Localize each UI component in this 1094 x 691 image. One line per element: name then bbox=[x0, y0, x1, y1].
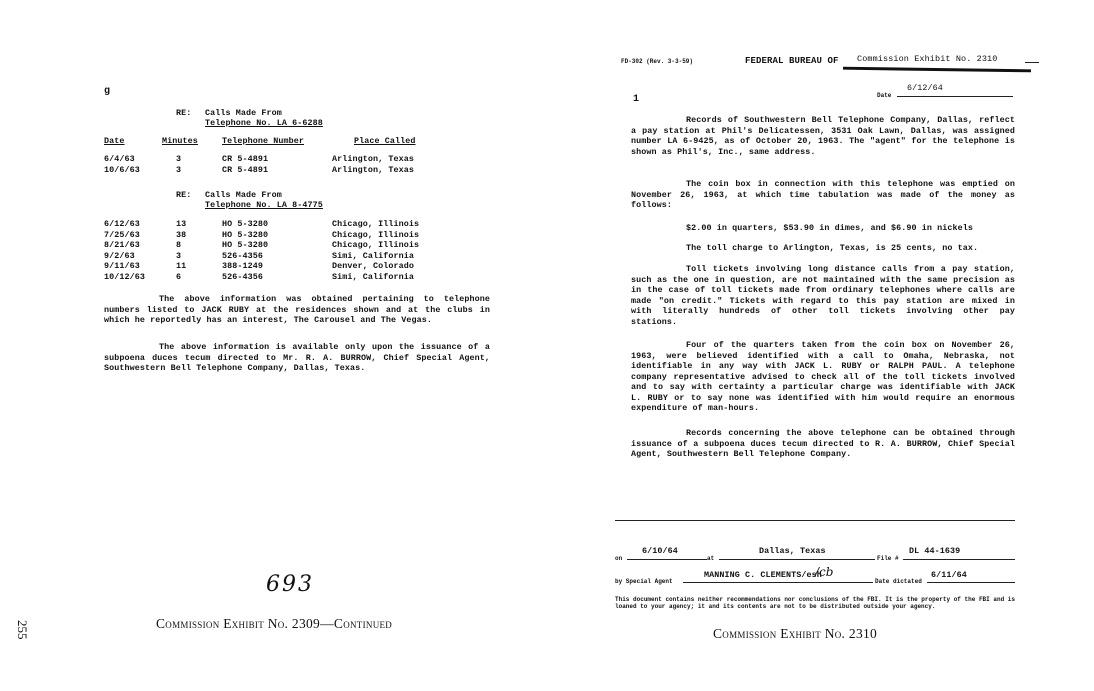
re-label-2: RE: bbox=[176, 190, 192, 200]
dictated-underline bbox=[927, 582, 1015, 583]
file-value: DL 44-1639 bbox=[909, 546, 961, 556]
date-value: 6/12/64 bbox=[907, 83, 943, 93]
header-rule bbox=[843, 67, 1031, 73]
at-underline bbox=[719, 559, 875, 560]
row-phone: HO 5-3280 bbox=[222, 229, 269, 240]
row-phone: HO 5-3280 bbox=[222, 219, 269, 229]
row-minutes: 8 bbox=[176, 240, 182, 250]
row-place: Simi, California bbox=[332, 271, 415, 282]
table-row bbox=[104, 219, 419, 230]
row-place: Simi, California bbox=[332, 250, 415, 261]
row-date: 9/2/63 bbox=[104, 250, 135, 261]
row-phone: 526-4356 bbox=[222, 250, 264, 261]
row-place: Arlington, Texas bbox=[332, 164, 415, 175]
file-underline bbox=[903, 559, 1015, 560]
paragraph-toll-charge: The toll charge to Arlington, Texas, is 25 cents, no tax. bbox=[686, 243, 979, 253]
row-place: Arlington, Texas bbox=[332, 154, 415, 164]
header-dash bbox=[1025, 62, 1039, 63]
page-letter: g bbox=[104, 86, 111, 97]
row-date: 10/6/63 bbox=[104, 164, 140, 175]
agent-initials: /cb bbox=[815, 565, 834, 579]
row-date: 7/25/63 bbox=[104, 229, 140, 240]
row-date: 6/12/63 bbox=[104, 219, 140, 229]
exhibit-caption-2309: Commission Exhibit No. 2309—Continued bbox=[156, 616, 393, 631]
row-place: Chicago, Illinois bbox=[332, 240, 420, 250]
date-underline bbox=[897, 96, 1013, 97]
at-value: Dallas, Texas bbox=[759, 546, 826, 556]
table-row bbox=[104, 165, 414, 176]
paragraph-money: $2.00 in quarters, $53.90 in dimes, and $6.90 in nickels bbox=[686, 223, 974, 233]
handwritten-page-number: 693 bbox=[266, 572, 314, 597]
date-label: Date bbox=[877, 92, 892, 99]
table-row bbox=[104, 272, 419, 283]
calls-table-2 bbox=[104, 219, 419, 282]
row-minutes: 13 bbox=[176, 219, 187, 229]
row-minutes: 6 bbox=[176, 271, 182, 282]
re-line2-2: Telephone No. LA 8-4775 bbox=[205, 200, 323, 210]
row-date: 9/11/63 bbox=[104, 261, 140, 271]
row-place: Denver, Colorado bbox=[332, 261, 415, 271]
row-place: Chicago, Illinois bbox=[332, 219, 420, 229]
page-number: 1 bbox=[633, 94, 640, 105]
by-label: by Special Agent bbox=[615, 578, 673, 585]
row-minutes: 3 bbox=[176, 250, 182, 261]
row-phone: 526-4356 bbox=[222, 271, 264, 282]
table-row bbox=[104, 261, 419, 272]
dictated-value: 6/11/64 bbox=[931, 570, 967, 580]
row-minutes: 11 bbox=[176, 261, 187, 271]
table-row bbox=[104, 154, 414, 165]
paragraph-coin-box: The coin box in connection with this telephone was emptied on November 26, 1963, at which time tabulation was made of the money as follows: bbox=[631, 179, 1015, 210]
on-label: on bbox=[615, 555, 623, 562]
dictated-label: Date dictated bbox=[875, 578, 922, 585]
row-minutes: 3 bbox=[176, 154, 182, 164]
re-line1-2: Calls Made From bbox=[205, 190, 282, 200]
on-value: 6/10/64 bbox=[642, 546, 678, 556]
by-underline bbox=[683, 582, 873, 583]
right-page bbox=[547, 0, 1094, 691]
table-row bbox=[104, 251, 419, 262]
paragraph-records: Records of Southwestern Bell Telephone Company, Dallas, reflect a pay station at Phil's Delicatessen, 3531 Oak Lawn, Dallas, was assigned number LA 6-9425, as of October 20, 1963. The "agent" for the telephone is shown as Phil's, Inc., same address. bbox=[631, 115, 1015, 157]
margin-page-number: 255 bbox=[15, 620, 30, 640]
at-label: at bbox=[707, 555, 715, 562]
row-date: 6/4/63 bbox=[104, 154, 135, 164]
exhibit-caption-2310: Commission Exhibit No. 2310 bbox=[713, 626, 878, 641]
paragraph-obtained: The above information was obtained pertaining to telephone numbers listed to JACK RUBY at the residences shown and at the clubs in which he reportedly has an interest, The Carousel and The Vegas. bbox=[104, 294, 490, 325]
row-place: Chicago, Illinois bbox=[332, 229, 420, 240]
row-phone: 388-1249 bbox=[222, 261, 264, 271]
re-label-1: RE: bbox=[176, 108, 192, 118]
row-date: 10/12/63 bbox=[104, 271, 146, 282]
on-underline bbox=[627, 559, 707, 560]
table-row bbox=[104, 240, 419, 251]
exhibit-stamp: Commission Exhibit No. 2310 bbox=[857, 54, 998, 64]
paragraph-toll-tickets: Toll tickets involving long distance calls from a pay station, such as the one in question, are not maintained with the same precision as in the case of toll tickets made from ordinary telephones where calls are made "on credit." Tickets with regard to this pay station are mixed in with literally hundreds of other toll tickets involving other pay stations. bbox=[631, 264, 1015, 327]
paragraph-available: The above information is available only upon the issuance of a subpoena duces tecum directed to Mr. R. A. BURROW, Chief Special Agent, Southwestern Bell Telephone Company, Dallas, Texas. bbox=[104, 342, 490, 373]
re-line1-1: Calls Made From bbox=[205, 108, 282, 118]
row-date: 8/21/63 bbox=[104, 240, 140, 250]
row-phone: CR 5-4891 bbox=[222, 164, 269, 175]
by-value: MANNING C. CLEMENTS/esh bbox=[704, 570, 822, 580]
col-header-phone: Telephone Number bbox=[222, 136, 305, 146]
row-minutes: 3 bbox=[176, 164, 182, 175]
col-header-date: Date bbox=[104, 136, 125, 146]
footer-rule bbox=[615, 520, 1015, 521]
row-phone: HO 5-3280 bbox=[222, 240, 269, 250]
re-line2-1: Telephone No. LA 6-6288 bbox=[205, 118, 323, 128]
paragraph-quarters: Four of the quarters taken from the coin box on November 26, 1963, were believed identified with a call to Omaha, Nebraska, not identifiable in any way with JACK L. RUBY or RALPH PAUL. A telephone company representative advised to check all of the toll tickets involved and to say with certainty a particular charge was identifiable with JACK L. RUBY or to say none was identified with him would require an enormous expenditure of man-hours. bbox=[631, 340, 1015, 413]
col-header-place: Place Called bbox=[354, 136, 416, 146]
form-code: FD-302 (Rev. 3-3-59) bbox=[621, 58, 694, 65]
row-minutes: 38 bbox=[176, 229, 187, 240]
table-row bbox=[104, 230, 419, 241]
paragraph-subpoena: Records concerning the above telephone can be obtained through issuance of a subpoena duces tecum directed to R. A. BURROW, Chief Special Agent, Southwestern Bell Telephone Company. bbox=[631, 428, 1015, 459]
row-phone: CR 5-4891 bbox=[222, 154, 269, 164]
fbi-header: FEDERAL BUREAU OF bbox=[745, 56, 839, 66]
calls-table-1 bbox=[104, 154, 414, 175]
file-label: File # bbox=[877, 555, 899, 562]
col-header-minutes: Minutes bbox=[162, 136, 198, 146]
fbi-disclaimer: This document contains neither recommendations nor conclusions of the FBI. It is the property of the FBI and is loaned to your agency; it and its contents are not to be distributed outside your agency. bbox=[615, 596, 1015, 610]
